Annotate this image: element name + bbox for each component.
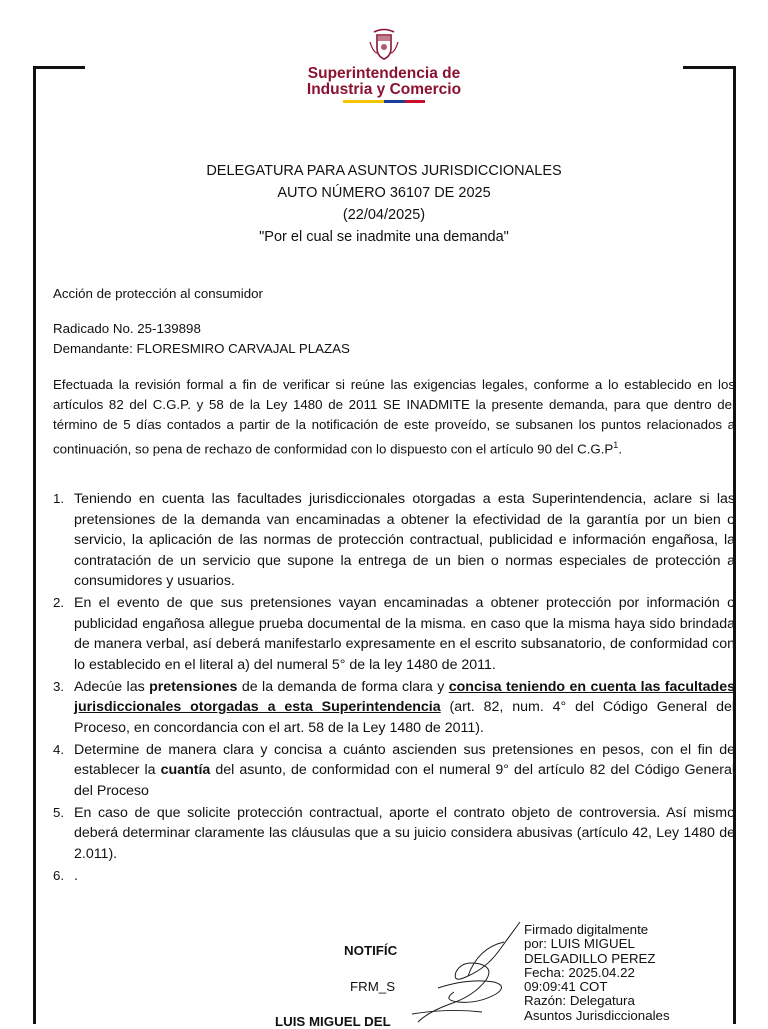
list-item-text: En caso de que solicite protección contractual, aporte el contrato objeto de controversia. Así mismo deberá determinar claramente las cláusulas que a su juicio considera abusivas (artículo 42, Ley 1480 de 2.011). xyxy=(74,804,735,862)
list-item-text: (art. 82, num. 4° del Código General del Proceso, en concordancia con el art. 58 de la Ley 1480 de 2011). xyxy=(74,699,735,736)
signature-line: Razón: Delegatura xyxy=(524,993,635,1009)
list-item xyxy=(53,593,735,675)
list-item-text: Teniendo en cuenta las facultades jurisdiccionales otorgadas a esta Superintendencia, aclare si las pretensiones de la demanda van encaminadas a obtener la efectividad de la garantía por un bien o servicio, la aplicación de las normas de protección contractual, publicidad e información engañosa, la contratación de un servicio que supone la entrega de un bien o normas especiales de protección a consumidores y usuarios. xyxy=(74,491,735,589)
colombia-coat-of-arms-icon xyxy=(368,28,400,62)
title-date: (22/04/2025) xyxy=(342,207,426,223)
flag-stripe-icon xyxy=(343,100,425,103)
signature-line: Firmado digitalmente xyxy=(524,922,649,937)
signature-line: 09:09:41 COT xyxy=(524,979,608,995)
footnote-marker: 1 xyxy=(613,440,619,450)
form-code: FRM_S xyxy=(350,979,396,994)
document-title xyxy=(0,160,768,248)
intro-text: Efectuada la revisión formal a fin de verificar si reúne las exigencias legales, conforme a lo establecido en los artículos 82 del C.G.P. y 58 de la Ley 1480 de 2011 SE INADMITE la presente demanda, para que dentro del término de 5 días contados a partir de la notificación de este proveído, se subsanen los puntos relacionados a continuación, so pena de rechazo de conformidad con lo dispuesto con el artículo 90 del C.G.P xyxy=(53,377,735,457)
list-item-text: de la demanda de forma clara y xyxy=(237,678,449,695)
signature-line: Fecha: 2025.04.22 xyxy=(524,964,635,980)
intro-end: . xyxy=(618,441,623,457)
digital-signature-stamp xyxy=(524,923,670,1023)
demandante-name: Demandante: FLORESMIRO CARVAJAL PLAZAS xyxy=(53,341,350,356)
list-item-number: 2. xyxy=(53,595,65,610)
signature-line: Asuntos Jurisdiccionales xyxy=(524,1007,670,1023)
list-item xyxy=(53,803,735,865)
list-item-number: 1. xyxy=(53,491,65,506)
list-item xyxy=(53,489,735,592)
title-auto-number: AUTO NÚMERO 36107 DE 2025 xyxy=(277,185,491,201)
list-item-number: 5. xyxy=(53,804,65,820)
list-item-text: Determine de manera clara y concisa a cuánto ascienden sus pretensiones en pesos, con el fin de establecer la xyxy=(74,741,735,778)
list-item xyxy=(53,740,735,802)
action-type: Acción de protección al consumidor xyxy=(53,286,263,301)
signature-line: DELGADILLO PEREZ xyxy=(524,950,656,966)
letterhead xyxy=(0,28,768,103)
list-item-text: . xyxy=(74,867,78,884)
signature-line: por: LUIS MIGUEL xyxy=(524,936,635,952)
organization-name-line1: Superintendencia de xyxy=(307,65,461,82)
organization-name-line2: Industria y Comercio xyxy=(306,81,462,98)
list-item xyxy=(53,866,735,887)
list-item-text: En el evento de que sus pretensiones vayan encaminadas a obtener protección por información o publicidad engañosa allegue prueba documental de la misma. en caso que la misma haya sido brindada de manera verbal, así deberá manifestarlo expresamente en el escrito subsanatorio, de conformidad con lo establecido en el literal a) del numeral 5° de la ley 1480 de 2011. xyxy=(74,595,735,673)
handwritten-signature-icon xyxy=(398,918,528,1028)
list-item-text: Adecúe las xyxy=(74,678,150,695)
signer-name: LUIS MIGUEL DEL xyxy=(275,1014,391,1029)
organization-name xyxy=(0,66,768,98)
list-item-number: 6. xyxy=(53,867,65,883)
radicado-number: Radicado No. 25-139898 xyxy=(53,321,201,336)
list-item xyxy=(53,677,735,739)
list-item-bold-underlined: concisa teniendo en cuenta las facultades jurisdiccionales otorgadas a esta Superintendencia xyxy=(74,678,735,715)
list-item-bold: cuantía xyxy=(160,762,211,778)
list-item-bold: pretensiones xyxy=(149,678,238,695)
requirements-list xyxy=(53,489,735,888)
notification-heading: NOTIFÍC xyxy=(344,943,398,958)
list-item-text: del asunto, de conformidad con el numeral 9° del artículo 82 del Código General del Proceso xyxy=(74,762,735,799)
title-subject: "Por el cual se inadmite una demanda" xyxy=(259,229,509,245)
list-item-number: 4. xyxy=(53,741,65,757)
title-delegatura: DELEGATURA PARA ASUNTOS JURISDICCIONALES xyxy=(206,163,562,179)
list-item-number: 3. xyxy=(53,678,65,694)
intro-paragraph xyxy=(53,375,735,459)
